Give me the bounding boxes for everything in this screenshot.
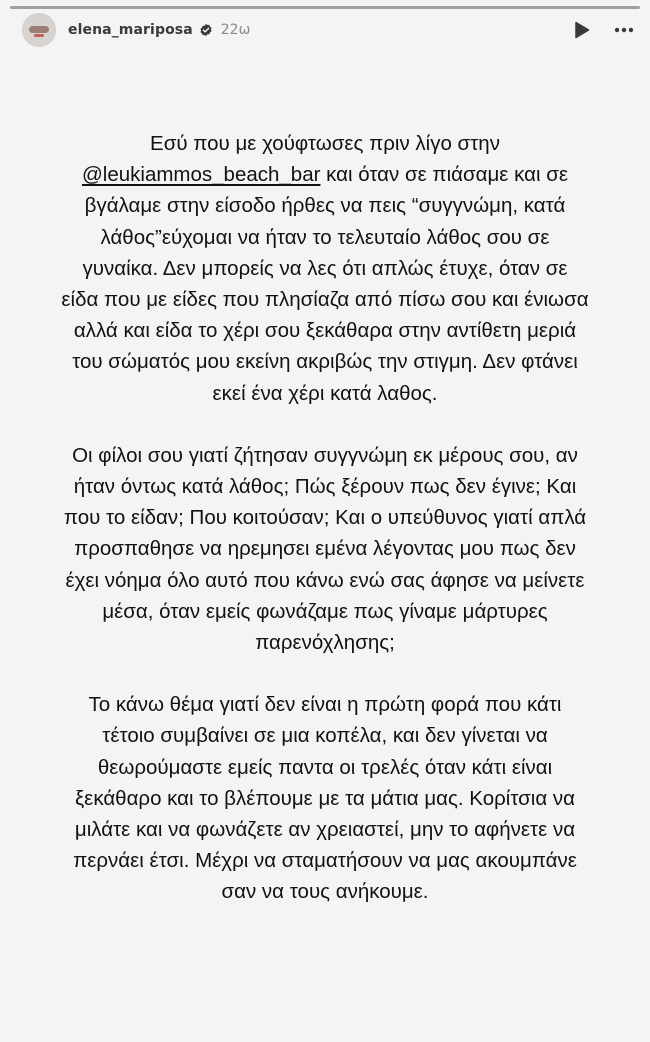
story-text-content [40, 128, 610, 939]
play-icon [574, 21, 590, 39]
play-button[interactable] [572, 20, 592, 40]
text-line: θεωρούμαστε εμείς παντα οι τρελές όταν κάτι είναι [97, 755, 553, 779]
text-line: εκεί ένα χέρι κατά λαθος. [212, 381, 438, 405]
more-options-button[interactable] [614, 20, 634, 40]
more-options-icon [614, 27, 634, 33]
text-line: του σώματός μου εκείνη ακριβώς την στιγμη. Δεν φτάνει [72, 350, 578, 374]
text-line: είδα που με είδες που πλησίαζα από πίσω σου και ένιωσα [61, 288, 589, 312]
story-progress-bar [10, 6, 640, 9]
text-line: μιλάτε και να φωνάζετε αν χρειαστεί, μην το αφήνετε να [74, 818, 576, 842]
text-line: έχει νόημα όλο αυτό που κάνω ενώ σας άφησε να μείνετε [65, 568, 585, 592]
text-line: που το είδαν; Που κοιτούσαν; Και ο υπεύθυνος γιατί απλά [63, 506, 587, 530]
text-line: ήταν όντως κατά λάθος; Πώς ξέρουν πως δεν έγινε; Και [73, 475, 577, 499]
text-fragment: και όταν σε πιάσαμε και σε [320, 163, 569, 187]
verified-badge-icon [199, 23, 213, 37]
text-line: αλλά και είδα το χέρι σου ξεκάθαρα στην αντίθετη μεριά [73, 319, 577, 343]
paragraph-1 [40, 128, 610, 409]
story-header [0, 12, 650, 48]
mention-link[interactable]: @leukiammos_beach_bar [81, 163, 321, 187]
text-line: προσπαθησε να ηρεμησει εμένα λέγοντας μου πως δεν [74, 537, 576, 561]
text-line: τέτοιο συμβαίνει σε μια κοπέλα, και δεν γίνεται να [102, 724, 548, 748]
text-line: Εσύ που με χούφτωσες πριν λίγο στην [150, 132, 500, 155]
text-line: Οι φίλοι σου γιατί ζήτησαν συγγνώμη εκ μέρους σου, αν [72, 443, 578, 467]
text-line: παρενόχλησης; [255, 631, 395, 655]
avatar[interactable] [22, 13, 56, 47]
text-line: λάθος”εύχομαι να ήταν το τελευταίο λάθος σου σε [100, 225, 550, 249]
story-controls [572, 12, 634, 48]
text-line: μέσα, όταν εμείς φωνάζαμε πως γίναμε μάρτυρες [102, 599, 548, 623]
text-line: γυναίκα. Δεν μπορείς να λες ότι απλώς έτυχε, όταν σε [82, 256, 568, 280]
username[interactable]: elena_mariposa [68, 22, 193, 38]
timestamp: 22ω [220, 22, 251, 38]
text-line: σαν να τους ανήκουμε. [221, 880, 429, 904]
text-line: βγάλαμε στην είσοδο ήρθες να πεις “συγγνώμη, κατά [84, 194, 566, 218]
text-line: περνάει έτσι. Μέχρι να σταματήσουν να μας ακουμπάνε [73, 849, 577, 873]
text-line [40, 159, 610, 190]
paragraph-3 [40, 689, 610, 907]
paragraph-2 [40, 440, 610, 658]
story-progress-fill [10, 6, 640, 9]
text-line: ξεκάθαρο και το βλέπουμε με τα μάτια μας. Κορίτσια να [75, 786, 575, 810]
text-line: Το κάνω θέμα γιατί δεν είναι η πρώτη φορά που κάτι [88, 693, 562, 717]
